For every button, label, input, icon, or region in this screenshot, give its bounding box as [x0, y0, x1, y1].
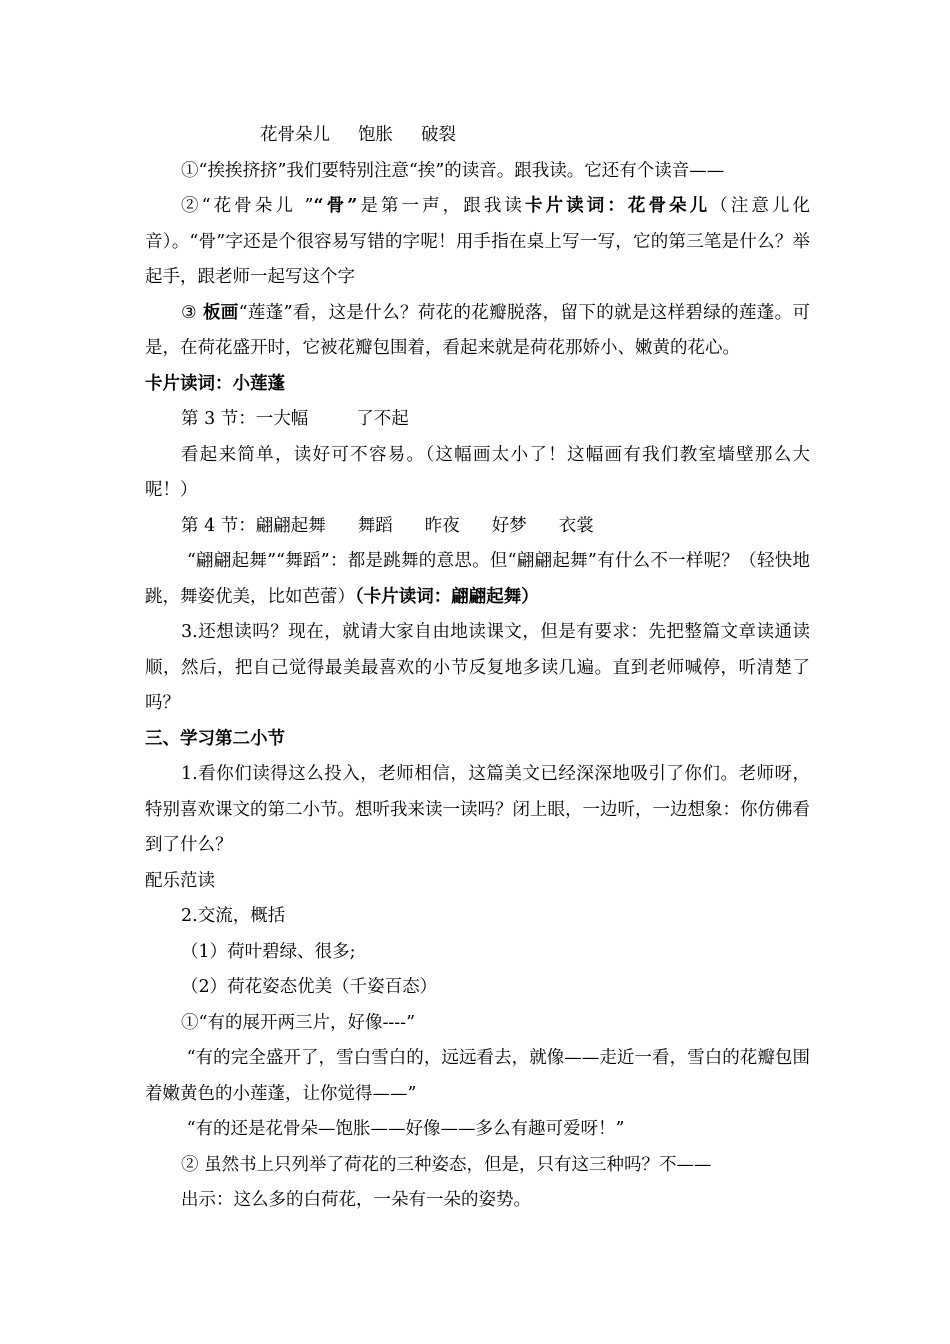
- section-4-label: 第 4 节：翩翩起舞: [181, 515, 326, 536]
- paragraph-lianpeng: [145, 296, 810, 367]
- section-4-line: [145, 509, 810, 545]
- bold-card-reading: 卡片读词：花骨朵儿: [525, 196, 711, 216]
- section-3-line: [145, 402, 810, 438]
- section-heading-3: 三、学习第二小节: [145, 728, 285, 749]
- paragraph-point-2: （2）荷花姿态优美（千姿百态）: [181, 977, 438, 997]
- paragraph-three-postures: ② 虽然书上只列举了荷花的三种姿态，但是，只有这三种吗？不——: [181, 1154, 712, 1175]
- paragraph-huaguduo: [145, 189, 810, 296]
- bold-gu: “骨”: [313, 196, 358, 216]
- paragraph-music-reading: 配乐范读: [145, 870, 215, 891]
- bold-card-reading-pianpian: （卡片读词：翩翩起舞）: [355, 586, 539, 607]
- paragraph-quote-1: ①“有的展开两三片，好像----”: [181, 1012, 416, 1033]
- paragraph-free-reading: 3.还想读吗？现在，就请大家自由地读课文，但是有要求：先把整篇文章读通读顺，然后，把自己觉得最美最喜欢的小节反复地多读几遍。直到老师喊停，听清楚了吗？: [145, 622, 810, 713]
- bold-banhua: 板画: [202, 302, 239, 323]
- document-body: [145, 118, 810, 1219]
- section-3-word: 了不起: [356, 409, 409, 429]
- paragraph-aiai-jiji: ①“挨挨挤挤”我们要特别注意“挨”的读音。跟我读。它还有个读音——: [181, 160, 725, 181]
- card-reading-xiaolianpeng: 卡片读词：小莲蓬: [145, 373, 285, 394]
- paragraph-teacher-reading: 1.看你们读得这么投入，老师相信，这篇美文已经深深地吸引了你们。老师呀，特别喜欢课文的第二小节。想听我来读一读吗？闭上眼，一边听，一边想象：你仿佛看到了什么？: [145, 764, 810, 855]
- section-4-word: 昨夜: [424, 515, 460, 536]
- text-segment: ③: [181, 302, 203, 323]
- section-3-label: 第 3 节：一大幅: [181, 409, 309, 429]
- text-segment: “莲蓬”看，这是什么？荷花的花瓣脱落，留下的就是这样碧绿的莲蓬。可是，在荷花盛开时，它被花瓣包围着，看起来就是荷花那娇小、嫩黄的花心。: [145, 302, 810, 358]
- paragraph-summary: 2.交流，概括: [181, 906, 286, 926]
- section-4-word: 好梦: [491, 515, 527, 536]
- vocab-word-polie: 破裂: [421, 125, 456, 145]
- paragraph-quote-2: “有的完全盛开了，雪白雪白的，远远看去，就像——走近一看，雪白的花瓣包围着嫩黄色的小莲蓬，让你觉得——”: [145, 1048, 810, 1104]
- section-4-word: 舞蹈: [357, 515, 393, 536]
- section-4-word: 衣裳: [558, 515, 594, 536]
- paragraph-kanqilai: 看起来简单，读好可不容易。（这幅画太小了！这幅画有我们教室墙壁那么大呢！）: [145, 444, 810, 500]
- paragraph-show: 出示：这么多的白荷花，一朵有一朵的姿势。: [181, 1190, 531, 1210]
- text-segment: ②“花骨朵儿 ”: [181, 196, 314, 216]
- vocab-word-huaguduo: 花骨朵儿: [260, 125, 330, 145]
- vocab-line: [145, 118, 810, 154]
- paragraph-point-1: （1）荷叶碧绿、很多;: [181, 941, 356, 962]
- paragraph-quote-3: “有的还是花骨朵—饱胀——好像——多么有趣可爱呀！”: [181, 1119, 625, 1139]
- text-segment: “翩翩起舞”“舞蹈”：都是跳舞的意思。但“翩翩起舞”有什么不一样呢？（轻快地跳，舞姿优美，比如芭蕾）: [145, 551, 810, 607]
- text-segment: （注意儿化音）。“骨”字还是个很容易写错的字呢！用手指在桌上写一写，它的第三笔是什么？举起手，跟老师一起写这个字: [145, 196, 811, 287]
- text-segment: 是第一声，跟我读: [357, 196, 525, 216]
- vocab-word-baozhang: 饱胀: [358, 125, 393, 145]
- paragraph-pianpian: [145, 544, 810, 615]
